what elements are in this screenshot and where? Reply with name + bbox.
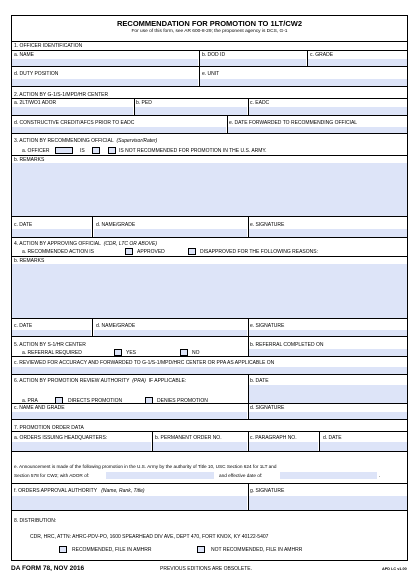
announcement-period: . [379, 473, 381, 479]
section-1-heading: 1. OFFICER IDENTIFICATION [14, 43, 83, 49]
duty-position-field[interactable] [12, 79, 198, 86]
approval-signature-label: g. SIGNATURE [250, 488, 285, 494]
section-3-heading [14, 138, 157, 144]
not-recommended-file-checkbox[interactable] [197, 546, 205, 553]
referral-required-label: a. REFERRAL REQUIRED [22, 350, 82, 356]
section-2-heading: 2. ACTION BY G-1/S-1/MPD/HR CENTER [14, 92, 109, 98]
referral-yes-checkbox[interactable] [114, 349, 122, 356]
section-3-note: (Supervisor/Rater) [116, 138, 158, 144]
grade-label: c. GRADE [310, 52, 334, 58]
name-grade-3-label: d. NAME/GRADE [96, 222, 136, 228]
denies-promotion-label: DENIES PROMOTION [157, 398, 208, 404]
dod-id-label: b. DOD ID [202, 52, 226, 58]
disapproved-checkbox[interactable] [188, 248, 196, 255]
section-6-heading [14, 378, 186, 384]
remarks-3-label: b. REMARKS [14, 157, 45, 163]
pra-date-label: b. DATE [250, 378, 269, 384]
date-3-label: c. DATE [14, 222, 33, 228]
directs-promotion-label: DIRECTS PROMOTION [68, 398, 123, 404]
reviewed-label: c. REVIEWED FOR ACCURACY AND FORWARDED TO G-1/S-1/MPD/HRC CENTER OR PPA AS APPLICABLE ON [14, 360, 275, 366]
orders-approval-note: (Name, Rank, Title) [101, 488, 145, 494]
dod-id-field[interactable] [200, 59, 306, 66]
name-grade-3-field[interactable] [94, 229, 247, 237]
unit-field[interactable] [200, 79, 407, 86]
referral-completed-label: b. REFERRAL COMPLETED ON [250, 342, 324, 348]
approved-checkbox[interactable] [125, 248, 133, 255]
is-not-checkbox[interactable] [108, 147, 116, 154]
effective-date-label: and effective date of: [219, 473, 263, 478]
effective-date-field[interactable] [280, 472, 377, 479]
name-and-grade-field[interactable] [12, 412, 247, 419]
section-6-note: (PRA) [132, 378, 146, 384]
signature-3-field[interactable] [249, 229, 407, 237]
permanent-order-label: b. PERMANENT ORDER NO. [155, 435, 222, 441]
referral-yes-label: YES [126, 350, 137, 356]
paragraph-no-label: c. PARAGRAPH NO. [250, 435, 297, 441]
approval-signature-field[interactable] [249, 496, 407, 510]
form-version: APD LC v1.00 [382, 567, 407, 571]
ador-announcement-field[interactable] [106, 472, 214, 479]
recommended-file-checkbox[interactable] [59, 546, 67, 553]
ped-label: b. PED [136, 100, 152, 106]
remarks-4-label: b. REMARKS [14, 258, 45, 264]
disapproved-label: DISAPPROVED FOR THE FOLLOWING REASONS: [200, 249, 318, 255]
section-6-title: 6. ACTION BY PROMOTION REVIEW AUTHORITY [14, 378, 130, 384]
section-7-heading: 7. PROMOTION ORDER DATA [14, 425, 84, 431]
pra-label: a. PRA [22, 398, 38, 404]
eadc-field[interactable] [249, 107, 407, 115]
date-3-field[interactable] [12, 229, 91, 237]
signature-4-label: e. SIGNATURE [250, 323, 285, 329]
duty-position-label: d. DUTY POSITION [14, 71, 59, 77]
is-label: IS [80, 148, 85, 154]
section-3-title: 3. ACTION BY RECOMMENDING OFFICIAL [14, 138, 114, 144]
name-field[interactable] [12, 59, 198, 66]
orders-approval-label [14, 488, 145, 494]
form-subtitle: For use of this form, see AR 600-8-29; the proponent agency is DCS, G-1 [131, 29, 288, 34]
section-4-note: (CDR, LTC OR ABOVE) [103, 241, 157, 247]
is-checkbox[interactable] [92, 147, 100, 154]
signature-6-field[interactable] [249, 412, 407, 419]
announcement-line-2: Section 578 for CW2; with ADOR of: [14, 473, 90, 478]
name-label: a. NAME [14, 52, 35, 58]
name-grade-4-label: d. NAME/GRADE [96, 323, 136, 329]
is-not-label: IS NOT RECOMMENDED FOR PROMOTION IN THE U.S. ARMY. [119, 148, 267, 154]
unit-label: e. UNIT [202, 71, 220, 77]
ador-label: a. 2LT/WO1 ADOR [14, 100, 57, 106]
date-4-label: c. DATE [14, 323, 33, 329]
remarks-4-field[interactable] [12, 264, 407, 318]
reviewed-field[interactable] [12, 367, 407, 374]
orders-approval-title: f. ORDERS APPROVAL AUTHORITY [14, 488, 98, 494]
form-id: DA FORM 78, NOV 2016 [11, 565, 85, 572]
not-recommended-file-label: NOT RECOMMENDED, FILE IN AMHRR [211, 547, 303, 553]
section-8-heading: 8. DISTRIBUTION: [14, 518, 57, 524]
officer-label: a. OFFICER [22, 148, 50, 154]
referral-no-checkbox[interactable] [180, 349, 188, 356]
section-6-qualifier: IF APPLICABLE: [148, 378, 187, 384]
order-date-field[interactable] [320, 442, 407, 451]
announcement-line-1: e. Announcement is made of the following promotion in the U.S. Army by the authority of Title 10, USC Section 624 for 1LT and [14, 464, 277, 469]
officer-name-box[interactable] [55, 147, 73, 154]
referral-completed-field[interactable] [249, 349, 407, 356]
constructive-credit-label: d. CONSTRUCTIVE CREDIT/AFCS PRIOR TO EADC [14, 120, 135, 126]
date-forwarded-label: e. DATE FORWARDED TO RECOMMENDING OFFICIAL [229, 120, 358, 126]
distribution-address: CDR, HRC, ATTN: AHRC-PDV-PO, 1600 SPEARHEAD DIV AVE, DEPT 470, FORT KNOX, KY 40122-5407 [30, 534, 269, 540]
paragraph-no-field[interactable] [249, 442, 318, 451]
orders-issuing-hq-label: a. ORDERS ISSUING HEADQUARTERS: [14, 435, 108, 441]
grade-field[interactable] [308, 59, 407, 66]
pra-date-field[interactable] [249, 385, 407, 403]
section-4-title: 4. ACTION BY APPROVING OFFICIAL [14, 241, 101, 247]
ador-field[interactable] [12, 107, 133, 115]
orders-issuing-hq-field[interactable] [12, 442, 151, 451]
form-title: RECOMMENDATION FOR PROMOTION TO 1LT/CW2 [117, 19, 302, 28]
remarks-3-field[interactable] [12, 163, 407, 216]
ped-field[interactable] [135, 107, 247, 115]
eadc-label: c. EADC [250, 100, 270, 106]
name-and-grade-label: c. NAME AND GRADE [14, 405, 65, 411]
signature-3-label: e. SIGNATURE [250, 222, 285, 228]
section-5-heading: 5. ACTION BY S-1/HR CENTER [14, 342, 86, 348]
recommended-action-label: a. RECOMMENDED ACTION IS [22, 249, 94, 255]
referral-no-label: NO [192, 350, 200, 356]
orders-approval-field[interactable] [12, 496, 247, 510]
approved-label: APPROVED [137, 249, 165, 255]
section-4-heading [14, 241, 157, 247]
obsolete-notice: PREVIOUS EDITIONS ARE OBSOLETE. [160, 566, 252, 572]
recommended-file-label: RECOMMENDED, FILE IN AMHRR [72, 547, 152, 553]
signature-6-label: d. SIGNATURE [250, 405, 285, 411]
permanent-order-field[interactable] [153, 442, 247, 451]
order-date-label: d. DATE [323, 435, 342, 441]
